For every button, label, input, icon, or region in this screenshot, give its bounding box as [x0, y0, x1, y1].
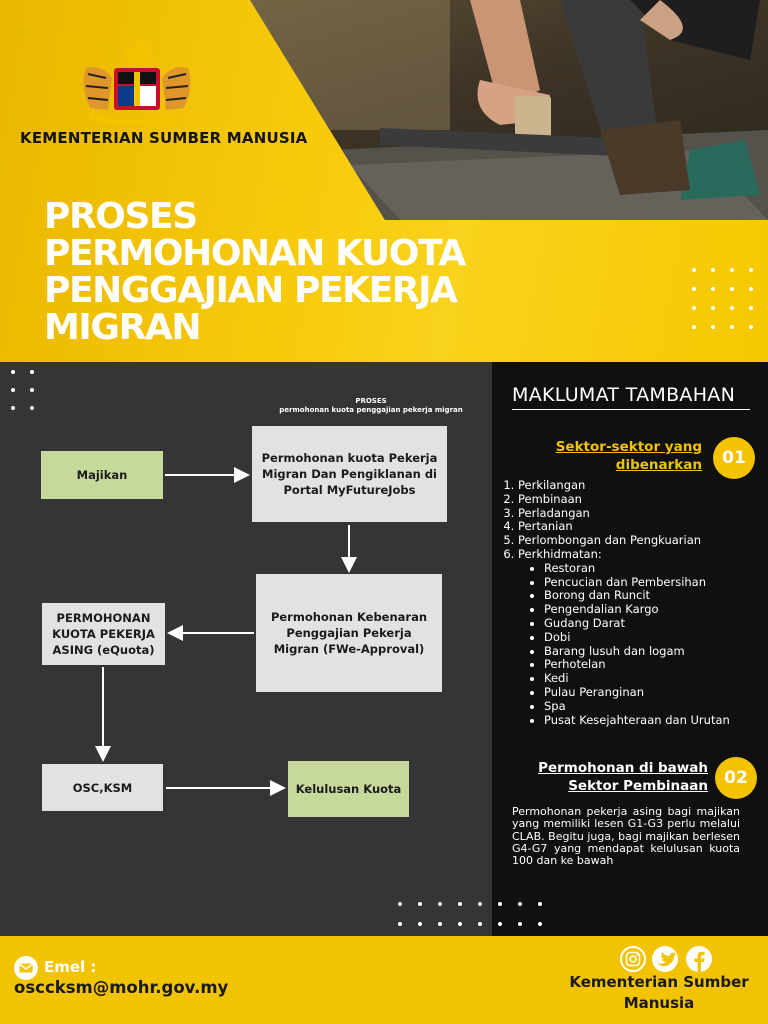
list-item: • Barang lusuh dan logam — [544, 645, 730, 659]
list-item: 2. Pembinaan — [518, 493, 730, 507]
section1-badge: 01 — [713, 437, 755, 479]
section2-title-line-2: Sektor Pembinaan — [568, 778, 708, 794]
footer-ministry-name — [558, 972, 760, 1014]
footer-ministry-line-1: Kementerian Sumber — [569, 973, 749, 991]
info-heading: MAKLUMAT TAMBAHAN — [512, 384, 736, 406]
ministry-name: KEMENTERIAN SUMBER MANUSIA — [20, 129, 308, 147]
title-line-1: PROSES — [44, 196, 197, 237]
flow-caption-subtitle: permohonan kuota penggajian pekerja migran — [279, 406, 463, 414]
list-item: 4. Pertanian — [518, 520, 730, 534]
flow-caption-title: PROSES — [355, 397, 387, 405]
list-item: • Pengendalian Kargo — [544, 603, 730, 617]
list-item: • Pulau Peranginan — [544, 686, 730, 700]
email-link[interactable]: osccksm@mohr.gov.my — [14, 978, 229, 997]
title-line-4: MIGRAN — [44, 307, 201, 348]
services-list — [504, 562, 730, 728]
twitter-icon — [652, 946, 678, 972]
flow-box-kelulusan: Kelulusan Kuota — [288, 761, 409, 817]
facebook-icon — [686, 946, 712, 972]
list-item: • Borong dan Runcit — [544, 589, 730, 603]
title-line-2: PERMOHONAN KUOTA — [44, 233, 465, 274]
list-item: • Pencucian dan Pembersihan — [544, 576, 730, 590]
list-item: • Pusat Kesejahteraan dan Urutan — [544, 714, 730, 728]
mail-icon — [14, 956, 38, 980]
decorative-dots-right — [690, 266, 756, 334]
flow-box-majikan: Majikan — [41, 451, 163, 499]
flow-box-osc: OSC,KSM — [42, 764, 163, 811]
flow-box-step1: Permohonan kuota Pekerja Migran Dan Pengiklanan di Portal MyFutureJobs — [252, 426, 447, 522]
instagram-icon — [621, 947, 645, 971]
coat-of-arms-logo — [78, 38, 196, 124]
page-title — [44, 198, 564, 346]
section2-badge: 02 — [715, 757, 757, 799]
list-item: 3. Perladangan — [518, 507, 730, 521]
section2-text: Permohonan pekerja asing bagi majikan yang memiliki lesen G1-G3 perlu melalui CLAB. Begitu juga, bagi majikan berlesen G4-G7 yang mendapat kelulusan kuota 100 dan ke bawah — [512, 805, 740, 868]
title-line-3: PENGGAJIAN PEKERJA — [44, 270, 457, 311]
list-item: • Dobi — [544, 631, 730, 645]
section2-title — [512, 759, 708, 795]
list-item: 6. Perkhidmatan: — [518, 548, 730, 562]
flow-arrows — [0, 362, 492, 936]
list-item: • Gudang Darat — [544, 617, 730, 631]
sector-list — [504, 479, 730, 727]
list-item: 1. Perkilangan — [518, 479, 730, 493]
list-item: 5. Perlombongan dan Pengkuarian — [518, 534, 730, 548]
footer-ministry-line-2: Manusia — [623, 994, 695, 1012]
flow-box-equota: PERMOHONAN KUOTA PEKERJA ASING (eQuota) — [42, 603, 165, 665]
email-label: Emel : — [44, 958, 97, 976]
social-icons — [620, 945, 714, 973]
section1-title: Sektor-sektor yang dibenarkan — [555, 439, 702, 473]
list-item: • Perhotelan — [544, 658, 730, 672]
list-item: • Restoran — [544, 562, 730, 576]
flow-box-step2: Permohonan Kebenaran Penggajian Pekerja Migran (FWe-Approval) — [256, 574, 442, 692]
list-item: • Kedi — [544, 672, 730, 686]
decorative-dots-bottom — [396, 900, 552, 928]
section2-title-line-1: Permohonan di bawah — [538, 760, 708, 776]
heading-divider — [512, 409, 750, 410]
list-item: • Spa — [544, 700, 730, 714]
